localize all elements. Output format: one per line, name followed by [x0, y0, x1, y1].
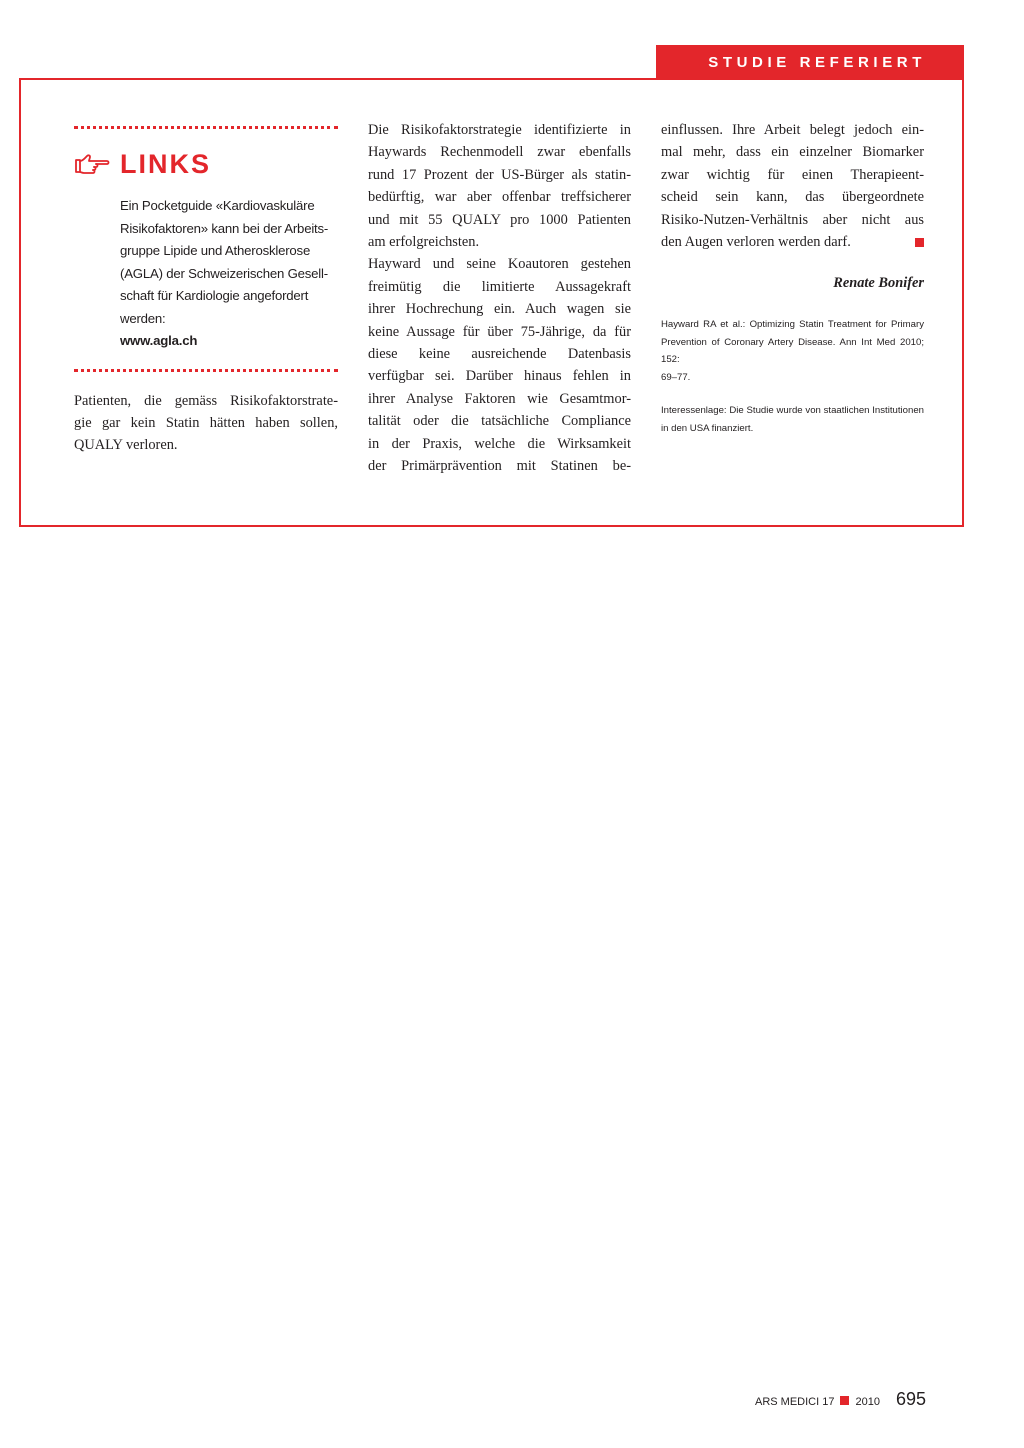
text-line: am erfolgreichsten. [368, 234, 480, 251]
interest-line: in den USA finanziert. [661, 422, 754, 434]
links-box-text [120, 195, 338, 353]
text-line: Die Risikofaktorstrategie identifizierte in [368, 122, 631, 138]
reference-line: Prevention of Coronary Artery Disease. Ann Int Med 2010; 152: [661, 336, 924, 366]
text-line: und mit 55 QUALY pro 1000 Patienten [368, 211, 631, 228]
text-line: talität oder die tatsächliche Compliance [368, 413, 631, 430]
reference [661, 316, 924, 386]
text-line: zwar wichtig für einen Therapieent- [661, 166, 924, 183]
square-bullet-icon [840, 1396, 849, 1405]
col2-body-text [368, 119, 631, 478]
conflict-of-interest [661, 402, 924, 437]
interest-line: Interessenlage: Die Studie wurde von staatlichen Institutionen [661, 405, 924, 417]
footer-year: 2010 [855, 1396, 880, 1408]
text-line-final [661, 231, 924, 253]
box-text-line: (AGLA) der Schweizerischen Gesell- [120, 265, 328, 281]
text-line: Patienten, die gemäss Risikofaktorstrate- [74, 392, 338, 409]
text-line: scheid sein kann, das übergeordnete [661, 189, 924, 206]
text-line: rund 17 Prozent der US-Bürger als statin- [368, 166, 631, 183]
box-text-line: gruppe Lipide und Atherosklerose [120, 243, 311, 258]
column-1 [74, 119, 338, 457]
text-line: diese keine ausreichende Datenbasis [368, 346, 631, 363]
text-line: der Primärprävention mit Statinen be- [368, 458, 631, 475]
text-line: freimütig die limitierte Aussagekraft [368, 278, 631, 295]
dotted-divider [74, 126, 338, 129]
box-text-line: Ein Pocketguide «Kardiovaskuläre [120, 198, 315, 213]
end-of-article-square-icon [915, 238, 924, 247]
text-line: Hayward und seine Koautoren gestehen [368, 256, 631, 273]
text-line: Risiko-Nutzen-Verhältnis aber nicht aus [661, 211, 924, 228]
column-3 [661, 119, 924, 437]
text-line: bedürftig, war aber offenbar treffsicherer [368, 189, 631, 206]
box-text-line: werden: [120, 310, 166, 326]
text-line: einflussen. Ihre Arbeit belegt jedoch ein- [661, 122, 924, 138]
column-2 [368, 119, 631, 478]
text-line: in der Praxis, welche die Wirksamkeit [368, 435, 631, 452]
col1-body-text [74, 390, 338, 457]
author-name: Renate Bonifer [833, 275, 924, 292]
dotted-divider [74, 369, 338, 372]
reference-line: 69–77. [661, 371, 691, 383]
agla-link[interactable]: www.agla.ch [120, 333, 198, 348]
text-line: gie gar kein Statin hätten haben sollen, [74, 414, 338, 431]
page-footer [755, 1389, 926, 1410]
text-line: ihrer Analyse Faktoren wie Gesamtmor- [368, 390, 631, 407]
box-text-line: schaft für Kardiologie angefordert [120, 288, 309, 303]
text-line: Haywards Rechenmodell zwar ebenfalls [368, 144, 631, 161]
section-label: STUDIE REFERIERT [708, 53, 926, 71]
links-box-title [74, 147, 338, 181]
text-line: QUALY verloren. [74, 437, 178, 454]
box-text-line: Risikofaktoren» kann bei der Arbeits- [120, 220, 329, 236]
text-line: mal mehr, dass ein einzelner Biomarker [661, 144, 924, 161]
text-line: den Augen verloren werden darf. [661, 234, 851, 251]
journal-name: ARS MEDICI 17 [755, 1396, 835, 1408]
text-line: verfügbar sei. Darüber hinaus fehlen in [368, 368, 631, 385]
page-number: 695 [895, 1389, 926, 1409]
col3-body-text [661, 119, 924, 253]
section-header-tab [656, 45, 964, 79]
text-line: ihrer Hochrechung ein. Auch wagen sie [368, 301, 631, 318]
links-title-text: LINKS [120, 148, 211, 179]
text-line: keine Aussage für über 75-Jährige, da für [368, 323, 631, 340]
pointing-hand-icon [74, 152, 114, 176]
reference-line: Hayward RA et al.: Optimizing Statin Treatment for Primary [661, 319, 924, 331]
